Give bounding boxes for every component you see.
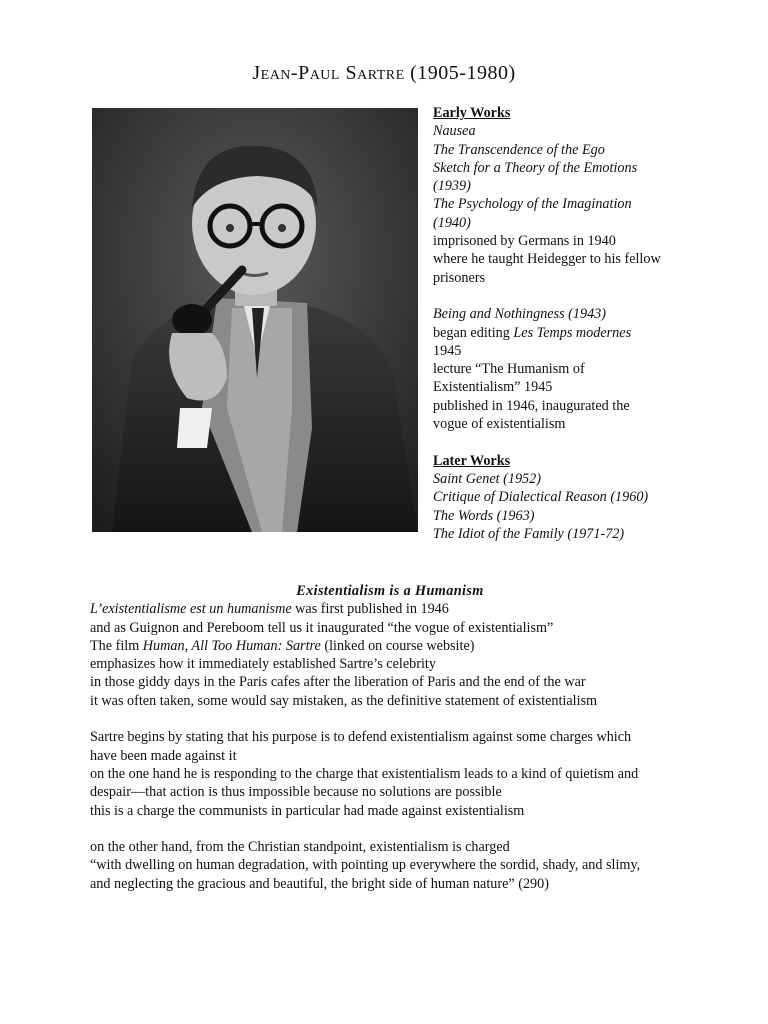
text-line: and as Guignon and Pereboom tell us it inaugurated “the vogue of existentialism”: [90, 619, 554, 636]
text-line: on the other hand, from the Christian standpoint, existentialism is charged: [90, 839, 510, 856]
bio-line: [433, 324, 733, 342]
work-title: Saint Genet (1952): [433, 470, 541, 487]
editing-text: began editing: [433, 324, 514, 341]
bio-line: imprisoned by Germans in 1940: [433, 233, 616, 250]
main-text: [90, 582, 690, 893]
bio-line: where he taught Heidegger to his fellow: [433, 251, 661, 268]
text-line: and neglecting the gracious and beautiful, the bright side of human nature” (290): [90, 875, 549, 892]
portrait-photo: [92, 108, 418, 532]
book-title: L’existentialisme est un humanisme: [90, 601, 292, 618]
film-title: Human, All Too Human: Sartre: [142, 637, 321, 654]
text-line: “with dwelling on human degradation, with pointing up everywhere the sordid, shady, and slimy,: [90, 857, 641, 874]
text-line: Sartre begins by stating that his purpose is to defend existentialism against some charges which: [90, 729, 632, 746]
portrait-illustration: [92, 108, 418, 532]
journal-title: Les Temps modernes: [513, 324, 632, 341]
text-span: was first published in 1946: [291, 601, 449, 618]
text-line: in those giddy days in the Paris cafes after the liberation of Paris and the end of the war: [90, 674, 586, 691]
text-span: (linked on course website): [320, 637, 475, 654]
works-column: [433, 104, 733, 543]
work-year: (1939): [433, 178, 471, 195]
work-year: (1940): [433, 214, 471, 231]
text-line: emphasizes how it immediately established Sartre’s celebrity: [90, 656, 436, 673]
text-line: [90, 600, 690, 618]
early-works-heading: Early Works: [433, 105, 511, 121]
work-title: Being and Nothingness (1943): [433, 306, 606, 323]
work-title: The Idiot of the Family (1971-72): [433, 525, 625, 542]
bio-line: published in 1946, inaugurated the: [433, 397, 630, 414]
text-line: on the one hand he is responding to the charge that existentialism leads to a kind of quietism and: [90, 765, 639, 782]
work-title: The Words (1963): [433, 507, 535, 524]
later-works-heading: Later Works: [433, 452, 511, 469]
work-title: The Transcendence of the Ego: [433, 141, 605, 158]
text-line: have been made against it: [90, 747, 237, 764]
work-title: Critique of Dialectical Reason (1960): [433, 489, 649, 506]
text-line: [90, 637, 690, 655]
bio-line: Existentialism” 1945: [433, 379, 553, 396]
work-title: Nausea: [433, 123, 476, 140]
bio-line: vogue of existentialism: [433, 416, 566, 433]
text-line: this is a charge the communists in particular had made against existentialism: [90, 802, 525, 819]
bio-line: prisoners: [433, 269, 486, 286]
work-title: The Psychology of the Imagination: [433, 196, 632, 213]
bio-line: 1945: [433, 342, 462, 359]
page-title: Jean-Paul Sartre (1905-1980): [252, 62, 516, 84]
section-heading: Existentialism is a Humanism: [296, 583, 484, 599]
text-span: The film: [90, 637, 143, 654]
bio-line: lecture “The Humanism of: [433, 361, 585, 378]
text-line: it was often taken, some would say mistaken, as the definitive statement of existentialism: [90, 692, 598, 709]
work-title: Sketch for a Theory of the Emotions: [433, 159, 638, 176]
text-line: despair—that action is thus impossible because no solutions are possible: [90, 784, 502, 801]
